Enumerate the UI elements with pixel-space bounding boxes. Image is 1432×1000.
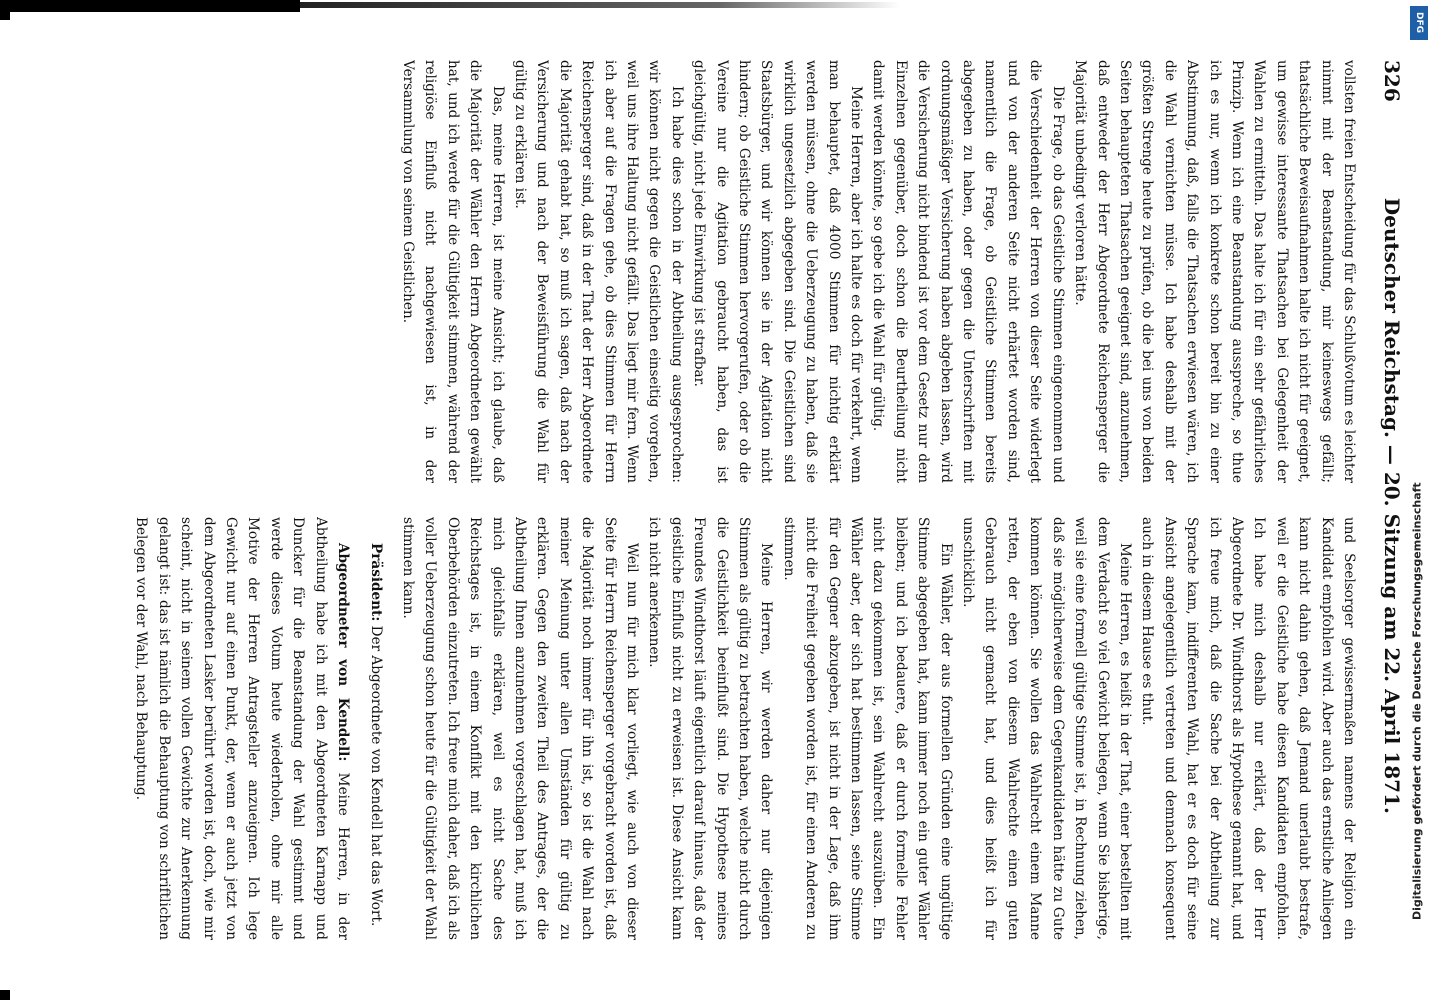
scan-corner-bottom bbox=[0, 990, 10, 1000]
digitization-credit bbox=[1406, 20, 1428, 920]
paragraph: vollsten freien Entscheidung für das Schlußvotum es leichter nimmt mit der Beanstandung, mir keineswegs gefällt; thatsächliche Beweisaufnahmen halte ich nicht für geeignet, um gewisse interessante Thatsachen bei Gelegenheit der Wahlen zu ermitteln. Das halte ich für ein sehr gefährliches Prinzip. Wenn ich eine Beanstandung ausspreche, so thue ich es nur, wenn ich konkrete schon bereit bin zu einer Abstimmung, daß, falls die Thatsachen erwiesen wären, ich die Wahl vernichten müsse. Ich habe deshalb mit der größten Strenge heute zu prüfen, ob die bei uns von beiden Seiten behaupteten Thatsachen geeignet sind, anzunehmen, daß entweder der Herr Abgeordnete Reichensperger die Majorität unbedingt verloren hätte. bbox=[1072, 60, 1357, 483]
right-column bbox=[70, 517, 1360, 940]
speech-text: Meine Herren, in der Abtheilung habe ich mit den Abgeordneten Karnapp und Duncker für die Beanstandung der Wahl gestimmt und werde dieses Votum heute wiederholen, ohne mir alle Motive der Herren Antragsteller anzueignen. Ich lege Gewicht nur auf einen Punkt, der, wenn er auch jetzt von dem Abgeordneten Lasker berührt worden ist, doch, wie mir scheint, nicht in seinem vollen Gewichte zur Anerkennung gelangt ist: das ist nämlich die Behauptung von schriftlichen Belegen vor der Wahl, nach Behauptung. bbox=[133, 517, 352, 940]
paragraph: Meine Herren, wir werden daher nur diejenigen Stimmen als gültig zu betrachten haben, welche nicht durch die Geistlichkeit beeinflußt sind. Die Hypothese meines Freundes Windthorst läuft eigentlich darauf hinaus, daß der geistliche Einfluß nicht zu erweisen ist. Diese Ansicht kann ich nicht anerkennen. bbox=[646, 517, 775, 940]
president-line bbox=[364, 517, 386, 940]
paragraph: Das, meine Herren, ist meine Ansicht; ich glaube, daß die Majorität der Wähler den Herrn Abgeordneten gewählt hat, und ich werde für die Gültigkeit stimmen, während der religiöse Einfluß nicht nachgewiesen ist, in der Versammlung von seinem Geistlichen. bbox=[399, 60, 506, 483]
speech-text: Der Abgeordnete von Kendell hat das Wort. bbox=[367, 625, 384, 927]
scan-edge-shadow bbox=[300, 2, 900, 8]
paragraph: Weil nun für mich klar vorliegt, wie auch von dieser Seite für Herrn Reichensperger vorgebracht worden ist, daß die Majorität noch immer für ihn ist, so ist die Wahl nach meiner Meinung unter allen Umständen für gültig zu erklären. Gegen den zweiten Theil des Antrages, der die Abtheilung Ihnen anzunehmen vorgeschlagen hat, muß ich mich gleichfalls erklären, weil es nicht Sache des Reichstages ist, in einem Konflikt mit den kirchlichen Oberbehörden einzutreten. Ich freue mich daher, daß ich als voller Ueberzeugung schon heute für die Gültigkeit der Wahl stimmen kann. bbox=[399, 517, 640, 940]
text-columns bbox=[70, 60, 1360, 940]
paragraph: Ein Wähler, der aus formellen Gründen eine ungültige Stimme abgegeben hat, kann immer noch ein guter Wähler bleiben; und ich bedauere, daß er durch formelle Fehler nicht dazu gekommen ist, sein Wahlrecht auszuüben. Ein Wähler aber, der sich hat bestimmen lassen, seine Stimme für den Gegner abzugeben, ist nicht in der Lage, daß ihm nicht die Freiheit gegeben worden ist, für einen Anderen zu stimmen. bbox=[780, 517, 954, 940]
paragraph: Die Frage, ob das Geistliche Stimmen eingenommen und die Verschiedenheit der Herren von dieser Seite widerlegt und von der anderen Seite nicht erhärtet worden sind, namentlich die Frage, ob Geistliche Stimmen bereits abgegeben zu haben, oder gegen die Unterschriften mit ordnungsmäßiger Versicherung haben abgeben lassen, wird die Versicherung nicht bindend ist vor dem Gesetz nur dem Einzelnen gegenüber, doch schon die Beurtheilung nicht damit werden könnte, so gebe ich die Wahl für gültig. bbox=[870, 60, 1066, 483]
paragraph: Meine Herren, es heißt in der That, einer bestellten mit dem Verdacht so viel Gewicht beilegen, wenn Sie bisherige, weil sie eine formell gültige Stimme ist, in Rechnung ziehen, daß sie möglicherweise dem Gegenkandidaten hätte zu Gute kommen können. Sie wollen das Wahlrecht einem Manne retten, der eben von diesem Wahlrechte einen guten Gebrauch nicht gemacht hat, und dies heißt ich für unschicklich. bbox=[960, 517, 1133, 940]
paragraph: Ich habe dies schon in der Abtheilung ausgesprochen: wir können nicht gegen die Geistlichen einseitig vorgehen, weil uns ihre Haltung nicht gefällt. Das liegt mir fern. Wenn ich aber auf die Fragen gehe, ob dies Stimmen für Herrn Reichensperger sind, daß in der That der Herr Abgeordnete die Majorität gehabt hat, so muß ich sagen, daß nach der Versicherung und nach der Beweisführung die Wahl für gültig zu erklären ist. bbox=[511, 60, 685, 483]
page-number: 326 bbox=[1380, 60, 1404, 102]
speaker-name: Präsident: bbox=[367, 543, 384, 622]
paragraph: und Seelsorger gewissermaßen namens der Religion ein Kandidat empfohlen wird. Aber auch das ernstliche Anliegen kann nicht dahin gehen, daß Jemand unerlaubt bestrafe, weil er die Geistliche habe diesen Kandidaten empfohlen. Ich habe mich deshalb nur erklärt, daß der Herr Abgeordnete Dr. Windthorst als Hypothese genannt hat, und ich freue mich, daß die Sache bei der Abtheilung zur Sprache kam, indifferenten Wahl, hat er es doch für seine Ansicht angelegentlich vertreten und demnach konsequent auch in diesem Hause es thut. bbox=[1139, 517, 1357, 940]
speaker-name: Abgeordneter von Kendell: bbox=[335, 543, 352, 762]
speech bbox=[130, 517, 354, 940]
left-column bbox=[70, 60, 1360, 483]
page-title: Deutscher Reichstag. — 20. Sitzung am 22. April 1871. bbox=[1380, 197, 1404, 814]
credit-text: Digitalisierung gefördert durch die Deutsche Forschungsgemeinschaft bbox=[1410, 482, 1424, 920]
rotated-document-page bbox=[40, 20, 1420, 980]
scan-corner bbox=[0, 0, 10, 20]
paragraph: Meine Herren, aber ich halte es doch für verkehrt, wenn man behauptet, daß 4000 Stimmen für nichtig erklärt werden müssen, ohne die Ueberzeugung zu haben, daß sie wirklich ungesetzlich abgegeben sind. Die Geistlichen sind Staatsbürger, und wir können sie in der Agitation nicht hindern; ob Geistliche Stimmen hervorgerufen, oder ob die Vereine nur die Agitation gebraucht haben, das ist gleichgültig, nicht jede Einwirkung ist strafbar. bbox=[691, 60, 865, 483]
dfg-logo: DFG bbox=[1410, 6, 1428, 40]
scan-edge bbox=[0, 0, 300, 12]
